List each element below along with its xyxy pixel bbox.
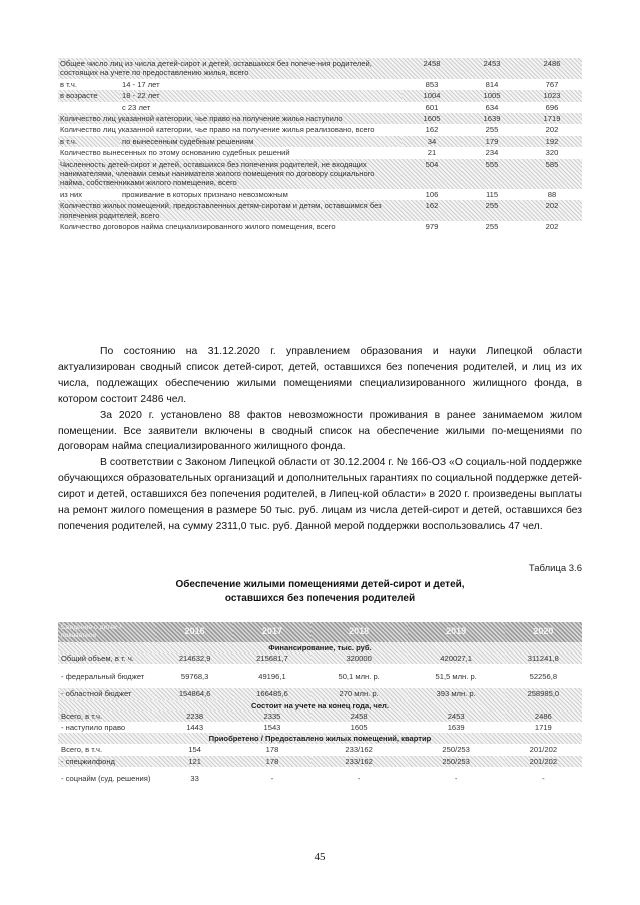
table-row	[58, 79, 582, 90]
table-cell: 320000	[311, 653, 408, 664]
year-header: 2017	[233, 622, 310, 642]
table-row	[58, 147, 582, 158]
table-cell: -	[454, 774, 458, 784]
table-cell: 2453	[408, 711, 505, 722]
table-cell: 814	[485, 79, 499, 89]
table-row	[58, 189, 582, 200]
table-cell: 1605	[350, 723, 368, 733]
table-cell: 1005	[462, 90, 522, 101]
table-row	[58, 159, 582, 189]
table-cell: 2335	[233, 711, 310, 722]
table-cell: 270 млн. р.	[311, 688, 408, 699]
table-cell: 88	[547, 189, 557, 199]
table-cell: 2458	[402, 58, 462, 79]
table-cell: 2453	[462, 58, 522, 79]
table-cell: 201/202	[505, 756, 582, 767]
table-cell: 154	[188, 745, 201, 755]
table-cell: 2486	[522, 58, 582, 79]
table-cell: 504	[402, 159, 462, 189]
table-cell: 634	[485, 102, 499, 112]
table-cell: 1719	[534, 723, 552, 733]
table-cell: 1639	[462, 113, 522, 124]
table-cell: 192	[522, 136, 582, 147]
table-cell: 255	[485, 125, 499, 135]
table-cell: 250/253	[408, 756, 505, 767]
table-row	[58, 756, 582, 767]
table-cell: 853	[425, 79, 439, 89]
table-cell: 234	[485, 148, 499, 158]
table-cell: 51,5 млн. р.	[435, 671, 477, 681]
table-row	[58, 688, 582, 699]
row-label: 14 - 17 лет	[122, 79, 160, 89]
table-cell: 2458	[311, 711, 408, 722]
table-cell: 52256,8	[529, 671, 558, 681]
table-row	[58, 744, 582, 755]
row-label: с 23 лет	[122, 102, 151, 112]
row-label: Количество лиц указанной категории, чье право на получение жилья наступило	[58, 113, 402, 124]
row-label: Общее число лиц из числа детей-сирот и детей, оставшихся без попече-ния родителей, состоящих на учете по предоставлению жилья, всего	[58, 58, 402, 79]
row-label: по вынесенным судебным решениям	[120, 136, 402, 147]
row-label: - федеральный бюджет	[61, 671, 145, 681]
row-label: Количество жилых помещений, предоставленных детям-сиротам и детям, оставшимся без попечения родителей, всего	[58, 200, 402, 221]
table-cell: 178	[233, 756, 310, 767]
table-cell: 255	[462, 200, 522, 221]
table-cell: 255	[485, 222, 499, 232]
row-label: - наступило право	[61, 723, 126, 733]
table-cell: 115	[485, 189, 499, 199]
table-cell: 33	[190, 774, 199, 784]
table-cell: 1543	[263, 723, 281, 733]
table-cell: -	[542, 774, 545, 784]
table-cell: 1004	[402, 90, 462, 101]
row-label: - областной бюджет	[58, 688, 156, 699]
table-cell: 106	[425, 189, 439, 199]
table-row	[58, 221, 582, 232]
table-cell: 1639	[447, 723, 465, 733]
table-row	[58, 664, 582, 688]
table-cell: 154864,6	[156, 688, 233, 699]
table-cell: 767	[545, 79, 559, 89]
table-title: Обеспечение жилыми помещениями детей-сирот и детей, оставшихся без попечения родителей	[175, 579, 465, 604]
row-label: Количество лиц указанной категории, чье право на получение жилья реализовано, всего	[60, 125, 375, 135]
table-row	[58, 767, 582, 791]
year-header: 2016	[156, 622, 233, 642]
row-sublabel: в возрасте	[58, 90, 120, 101]
table-cell: 49196,1	[258, 671, 286, 681]
body-text	[58, 344, 582, 535]
table-cell: 1719	[522, 113, 582, 124]
row-label: Общий объем, в т. ч.	[58, 653, 156, 664]
year-header: 2018	[311, 622, 408, 642]
section-row	[58, 642, 582, 653]
row-label: проживание в которых признано невозможным	[122, 189, 288, 199]
table-cell: 214632,9	[156, 653, 233, 664]
section-title: Состоит на учете на конец года, чел.	[58, 700, 582, 711]
table-cell: 215681,7	[233, 653, 310, 664]
header-label: Сведения о детях / показатели	[58, 622, 156, 642]
section-title: Финансирование, тыс. руб.	[58, 642, 582, 653]
paragraph: За 2020 г. установлено 88 фактов невозможности проживания в ранее занимаемом жилом помещении. Все заявители включены в сводный список на обеспечение жилыми по-мещениями по договорам найма специализированного жилищного фонда.	[58, 409, 582, 453]
table-cell: 2486	[505, 711, 582, 722]
table-cell: 1023	[522, 90, 582, 101]
row-label: Всего, в т.ч.	[58, 711, 156, 722]
table-cell: -	[357, 774, 361, 784]
table-row	[58, 58, 582, 79]
table-cell: -	[270, 774, 274, 784]
page-number: 45	[314, 851, 326, 863]
table-row	[58, 90, 582, 101]
table-cell: 201/202	[529, 745, 558, 755]
year-header: 2020	[505, 622, 582, 642]
row-label: Всего, в т.ч.	[61, 745, 103, 755]
table-cell: 1605	[402, 113, 462, 124]
row-sublabel: из них	[60, 189, 83, 199]
table-row	[58, 113, 582, 124]
table-cell: 179	[462, 136, 522, 147]
table-row	[58, 722, 582, 733]
table-row	[58, 200, 582, 221]
row-label: Численность детей-сирот и детей, оставшихся без попечения родителей, не входящих нанимателями, членами семьи нанимателя жилого помещения по договору социального найма, собственниками жилого помещения, всего	[58, 159, 402, 189]
table-row	[58, 653, 582, 664]
table-cell: 162	[402, 200, 462, 221]
table-cell: 162	[425, 125, 439, 135]
table-cell: 202	[545, 125, 559, 135]
table-cell: 121	[156, 756, 233, 767]
section-title: Приобретено / Предоставлено жилых помещений, квартир	[58, 733, 582, 744]
table-number: Таблица 3.6	[528, 563, 582, 574]
table-cell: 233/162	[311, 756, 408, 767]
table-cell: 601	[425, 102, 439, 112]
table-cell: 166485,6	[233, 688, 310, 699]
row-sublabel	[58, 102, 120, 113]
housing-provision-table	[58, 622, 582, 791]
table-cell: 21	[427, 148, 437, 158]
table-cell: 320	[545, 148, 559, 158]
table-cell: 202	[545, 222, 559, 232]
row-label: Количество договоров найма специализированного жилого помещения, всего	[60, 222, 336, 232]
children-housing-stats-table	[58, 58, 582, 233]
table-row	[58, 711, 582, 722]
table-cell: 233/162	[345, 745, 373, 755]
table-cell: 50,1 млн. р.	[338, 671, 380, 681]
table-cell: 202	[522, 200, 582, 221]
row-sublabel: в т.ч.	[58, 136, 120, 147]
year-header: 2019	[408, 622, 505, 642]
row-label: - спецжилфонд	[58, 756, 156, 767]
table-cell: 59768,3	[180, 671, 209, 681]
row-label: Количество вынесенных по этому основанию судебных решений	[60, 148, 290, 158]
section-row	[58, 733, 582, 744]
table-cell: 178	[265, 745, 279, 755]
table-cell: 250/253	[442, 745, 470, 755]
table-cell: 393 млн. р.	[408, 688, 505, 699]
table-cell: 311241,8	[505, 653, 582, 664]
table-cell: 258985,0	[505, 688, 582, 699]
table-cell: 555	[462, 159, 522, 189]
table-row	[58, 136, 582, 147]
header-row	[58, 622, 582, 642]
table-cell: 696	[545, 102, 559, 112]
table-cell: 979	[425, 222, 439, 232]
section-row	[58, 700, 582, 711]
table-row	[58, 102, 582, 113]
row-label: 18 - 22 лет	[120, 90, 402, 101]
row-sublabel: в т.ч.	[60, 79, 77, 89]
table-cell: 585	[522, 159, 582, 189]
table-row	[58, 124, 582, 135]
table-cell: 2238	[156, 711, 233, 722]
paragraph: В соответствии с Законом Липецкой области от 30.12.2004 г. № 166-ОЗ «О социаль-ной поддержке обучающихся образовательных организаций и дополнительных гарантиях по социальной поддержке детей-сирот и детей, оставшихся без попечения родителей, в Липец-кой области» в 2020 г. произведены выплаты на ремонт жилого помещения в размере 50 тыс. руб. лицам из числа детей-сирот и детей, оставшихся без попечения родителей, на сумму 2311,0 тыс. руб. Данной мерой поддержки воспользовались 47 чел.	[58, 457, 582, 532]
table-cell: 420027,1	[408, 653, 505, 664]
table-cell: 1443	[186, 723, 204, 733]
row-label: - соцнайм (суд. решения)	[61, 774, 151, 784]
paragraph: По состоянию на 31.12.2020 г. управлением образования и науки Липецкой области актуализирован сводный список детей-сирот, детей, оставшихся без попечения родителей, и лиц из их числа, подлежащих обеспечению жилыми помещениями специализированного жилищного фонда, в котором состоит 2486 чел.	[58, 346, 582, 405]
table-cell: 34	[402, 136, 462, 147]
